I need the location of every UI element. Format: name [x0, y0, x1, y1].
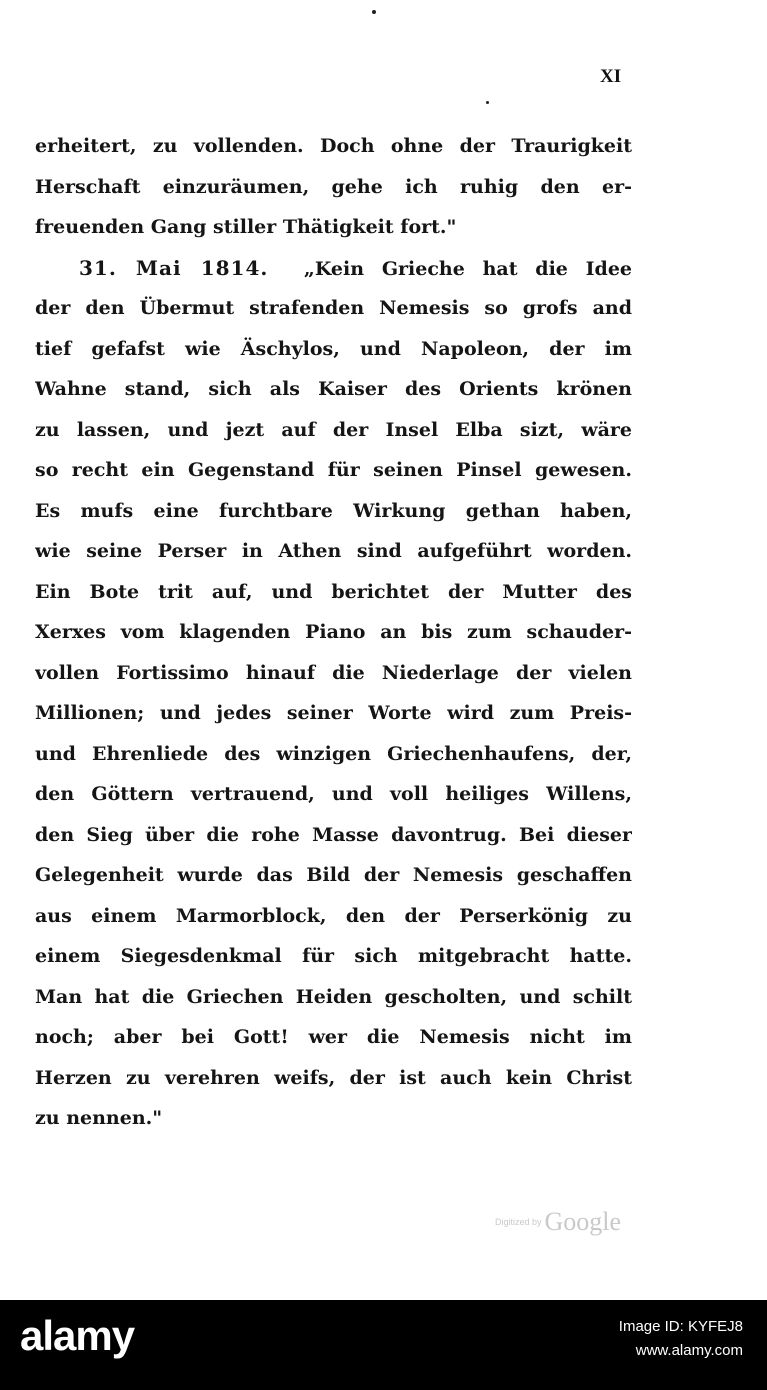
text-line: noch; aber bei Gott! wer die Nemesis nicht im [35, 1026, 632, 1048]
text-line: zu nennen." [35, 1107, 163, 1129]
text-line: aus einem Marmorblock, den der Perserkönig zu [35, 904, 632, 927]
text-line: so recht ein Gegenstand für seinen Pinsel gewesen. [35, 459, 632, 481]
text-line: Xerxes vom klagenden Piano an bis zum schauder- [35, 621, 632, 643]
entry-date: 31. Mai 1814. [79, 255, 269, 280]
text-line-dated [35, 248, 632, 289]
text-line: Herzen zu verehren weifs, der ist auch kein Christ [35, 1066, 632, 1089]
footer-url: www.alamy.com [635, 1342, 743, 1359]
text-line-rest: „Kein Grieche hat die Idee [303, 257, 632, 280]
text-line: den Göttern vertrauend, und voll heiliges Willens, [35, 783, 632, 805]
google-logo: Google [544, 1207, 622, 1236]
digitized-by-label: Digitized by [495, 1217, 542, 1227]
text-line: Man hat die Griechen Heiden gescholten, und schilt [35, 985, 632, 1008]
text-line: zu lassen, und jezt auf der Insel Elba sizt, wäre [35, 418, 632, 441]
google-digitized-watermark [495, 1207, 621, 1237]
text-line: Wahne stand, sich als Kaiser des Orients krönen [35, 378, 632, 400]
text-line: und Ehrenliede des winzigen Griechenhaufens, der, [35, 742, 632, 765]
body-text [35, 126, 632, 1139]
text-line: Millionen; und jedes seiner Worte wird zum Preis- [35, 702, 632, 724]
text-line: Gelegenheit wurde das Bild der Nemesis geschaffen [35, 864, 632, 886]
alamy-logo: alamy [20, 1312, 135, 1359]
text-line: Herschaft einzuräumen, gehe ich ruhig den er- [35, 175, 632, 198]
text-line: freuenden Gang stiller Thätigkeit fort." [35, 216, 457, 238]
text-line: der den Übermut strafenden Nemesis so grofs and [35, 297, 632, 319]
text-line: Es mufs eine furchtbare Wirkung gethan haben, [35, 499, 632, 522]
image-id-label: Image ID: KYFEJ8 [618, 1318, 743, 1335]
text-line: erheitert, zu vollenden. Doch ohne der Traurigkeit [35, 135, 632, 157]
text-line: den Sieg über die rohe Masse davontrug. Bei dieser [35, 823, 632, 846]
text-line: einem Siegesdenkmal für sich mitgebracht hatte. [35, 945, 632, 967]
text-line: wie seine Perser in Athen sind aufgeführt worden. [35, 540, 632, 562]
text-line: tief gefafst wie Äschylos, und Napoleon, der im [35, 337, 632, 360]
text-line: Ein Bote trit auf, und berichtet der Mutter des [35, 580, 632, 603]
text-line: vollen Fortissimo hinauf die Niederlage der vielen [35, 661, 632, 684]
page-number: XI [600, 66, 622, 87]
ink-speck [372, 10, 376, 14]
ink-speck [486, 101, 489, 104]
stock-footer-bar [0, 1300, 767, 1390]
